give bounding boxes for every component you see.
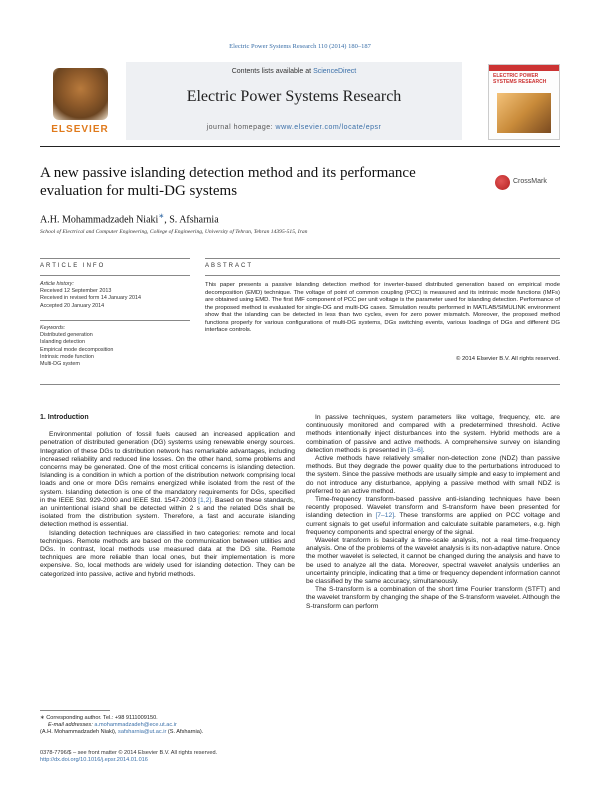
- elsevier-logo[interactable]: [40, 62, 120, 140]
- author-list: A.H. Mohammadzadeh Niaki∗, S. Afsharnia: [40, 212, 219, 226]
- abstract-text: This paper presents a passive islanding detection method for inverter-based distributed generation based on empirical mode decomposition (EMD) technique. The voltage of point of common coupling (PCC) is measured and its intrinsic mode functions (IMFs) are obtained using EMD. The first IMF component of PCC per unit voltage is the parameter used for islanding detection. Performance of the proposed method is evaluated for single-DG and multi-DG cases. Simulation results performed in MATLAB/SIMULINK environment show that the islanding can be detected in less than two cycles, even for zero power mismatch. Moreover, the proposed method functions properly for various configurations of multi-DG systems, DGs switching events, various loadings of DGs and different DG interface controls.: [205, 282, 560, 333]
- history-item: Received in revised form 14 January 2014: [40, 295, 141, 302]
- corresponding-note: ∗ Corresponding author. Tel.: +98 9111009150.: [40, 715, 158, 721]
- crossmark-badge[interactable]: [495, 175, 557, 191]
- email-link[interactable]: a.mohammadzadeh@ece.ut.ac.ir: [94, 722, 177, 728]
- email-link[interactable]: safsharnia@ut.ac.ir: [118, 729, 167, 735]
- divider: [40, 275, 190, 276]
- history-item: Received 12 September 2013: [40, 288, 112, 295]
- keywords: Keywords: Distributed generation Islanding detection Empirical mode decomposition Intrinsic mode function Multi-DG system: [40, 325, 190, 368]
- cover-image: [497, 93, 551, 133]
- crossmark-label: CrossMark: [513, 178, 547, 185]
- sciencedirect-link[interactable]: ScienceDirect: [313, 68, 357, 75]
- abstract-heading: ABSTRACT: [205, 263, 254, 269]
- homepage-line: journal homepage: www.elsevier.com/locate/epsr: [206, 124, 382, 131]
- affiliation: School of Electrical and Computer Engineering, College of Engineering, University of Tehran, Tehran 14395-515, Iran: [40, 229, 308, 235]
- masthead-center: [126, 62, 462, 140]
- issn-line: 0378-7796/$ – see front matter © 2014 Elsevier B.V. All rights reserved.: [40, 750, 218, 756]
- cover-title: ELECTRIC POWER SYSTEMS RESEARCH: [493, 73, 547, 85]
- footnote: ∗ Corresponding author. Tel.: +98 9111009150. E-mail addresses: a.mohammadzadeh@ece.ut.ac.ir (A.H. Mohammadzadeh Niaki), safsharnia@ut.ac.ir (S. Afsharnia).: [40, 715, 295, 736]
- body-paragraph: Active methods have relatively smaller non-detection zone (NDZ) than passive methods. But they degrade the power quality due to the perturbations introduced to the system. Since the passive methods are usually simple and easy to implement and do not introduce any disturbance, applying a passive method with small NDZ is preferred to an active method.: [306, 455, 560, 495]
- tree-icon: [53, 68, 108, 120]
- divider: [40, 258, 190, 259]
- article-history: Article history: Received 12 September 2013 Received in revised form 14 January 2014 Accepted 20 January 2014: [40, 281, 190, 310]
- body-left-column: [40, 414, 295, 579]
- publisher-name: ELSEVIER: [51, 124, 109, 135]
- contents-line: Contents lists available at ScienceDirect: [231, 68, 357, 75]
- journal-masthead: [40, 62, 560, 147]
- keyword-item: Distributed generation: [40, 332, 93, 339]
- citation-link[interactable]: [1,2]: [198, 496, 212, 504]
- journal-reference[interactable]: Electric Power Systems Research 110 (2014) 180–187: [229, 43, 371, 50]
- divider: [40, 320, 190, 321]
- citation-link[interactable]: [3–6]: [407, 446, 423, 454]
- crossmark-icon: [495, 175, 510, 190]
- body-paragraph: Islanding detection techniques are classified in two categories: remote and local techniques. Remote methods are based on the communication between utilities and DGs. In contrast, local methods use measured data at the DG site. Remote techniques are more reliable than local ones, but their implementation is more expensive. So, local methods are widely used for islanding detection. They can be categorized into passive, active and hybrid methods.: [40, 529, 295, 578]
- body-paragraph: Wavelet transform is basically a time-scale analysis, not a real time-frequency analysis. One of the problems of the wavelet analysis is its non-adaptive nature. Once the mother wavelet is selected, it cannot be changed during the analysis and have to be used to analyze all the data. Moreover, spectral wavelet analysis underlies an uncertainty principle, indicating that a time or frequency dependent information cannot be classified by the same accuracy, simultaneously.: [306, 537, 560, 586]
- abstract-copyright: © 2014 Elsevier B.V. All rights reserved.: [456, 356, 560, 362]
- journal-title: Electric Power Systems Research: [186, 88, 402, 105]
- section-heading: 1. Introduction: [40, 414, 89, 421]
- doi-link[interactable]: http://dx.doi.org/10.1016/j.epsr.2014.01.016: [40, 757, 148, 764]
- divider: [205, 275, 560, 276]
- history-item: Accepted 20 January 2014: [40, 302, 105, 309]
- cover-band: [489, 65, 559, 71]
- body-paragraph: In passive techniques, system parameters like voltage, frequency, etc. are continuously monitored and compared with a predetermined threshold. Active methods intentionally inject disturbances into the system. Hybrid methods are a combination of passive and active methods. A comprehensive survey on islanding detection methods is presented in [3–6].: [306, 414, 560, 454]
- keyword-item: Islanding detection: [40, 339, 85, 346]
- article-info-heading: ARTICLE INFO: [40, 263, 106, 269]
- body-paragraph: The S-transform is a combination of the short time Fourier transform (STFT) and the wavelet transform by changing the shape of the S-transform wavelet. Although the S-transform can perform: [306, 586, 560, 610]
- body-right-column: [306, 414, 560, 611]
- keyword-item: Intrinsic mode function: [40, 353, 94, 360]
- corresponding-mark[interactable]: ∗: [158, 212, 165, 220]
- divider: [40, 384, 560, 385]
- body-paragraph: Environmental pollution of fossil fuels caused an increased application and penetration of distributed generation (DG) systems using renewable energy sources. Integration of these DGs to distribution network has remarkable advantages, including increased reliability and reduced line losses. On the other hand, some problems and concerns may be generated. One of the most critical concerns is islanding detection. Islanding is a condition in which a portion of the distribution network comprising local loads and one or more DGs remains energized while isolated from the rest of the system. Islanding detection is one of the mandatory requirements for DGs, specified in the IEEE Std. 929-2000 and IEEE Std. 1547-2003 [1,2]. Based on these standards, an unintentional island shall be detected within 2 s and the related DGs shall be isolated from the distribution system. Therefore, a fast and accurate islanding detection method is essential.: [40, 431, 295, 529]
- homepage-link[interactable]: www.elsevier.com/locate/epsr: [275, 124, 382, 131]
- journal-cover[interactable]: [488, 64, 560, 140]
- keyword-item: Empirical mode decomposition: [40, 346, 114, 353]
- author-name[interactable]: A.H. Mohammadzadeh Niaki: [40, 214, 159, 226]
- body-paragraph: Time-frequency transform-based passive anti-islanding techniques have been recently proposed. Wavelet transform and S-transform have been presented for islanding detection in [7–12]. These transforms are applied on PCC voltage and current signals to get useful information and calculate suitable parameters, e.g. high frequency components and spectral energy of the signal.: [306, 496, 560, 536]
- front-matter: [40, 750, 340, 765]
- article-title: A new passive islanding detection method and its performance evaluation for multi-DG systems: [40, 165, 416, 199]
- citation-link[interactable]: [7–12]: [375, 512, 395, 520]
- keyword-item: Multi-DG system: [40, 361, 80, 368]
- divider: [205, 258, 560, 259]
- author-name[interactable]: S. Afsharnia: [169, 214, 219, 226]
- email-line: E-mail addresses: a.mohammadzadeh@ece.ut.ac.ir: [48, 722, 177, 728]
- footnote-divider: [40, 710, 110, 711]
